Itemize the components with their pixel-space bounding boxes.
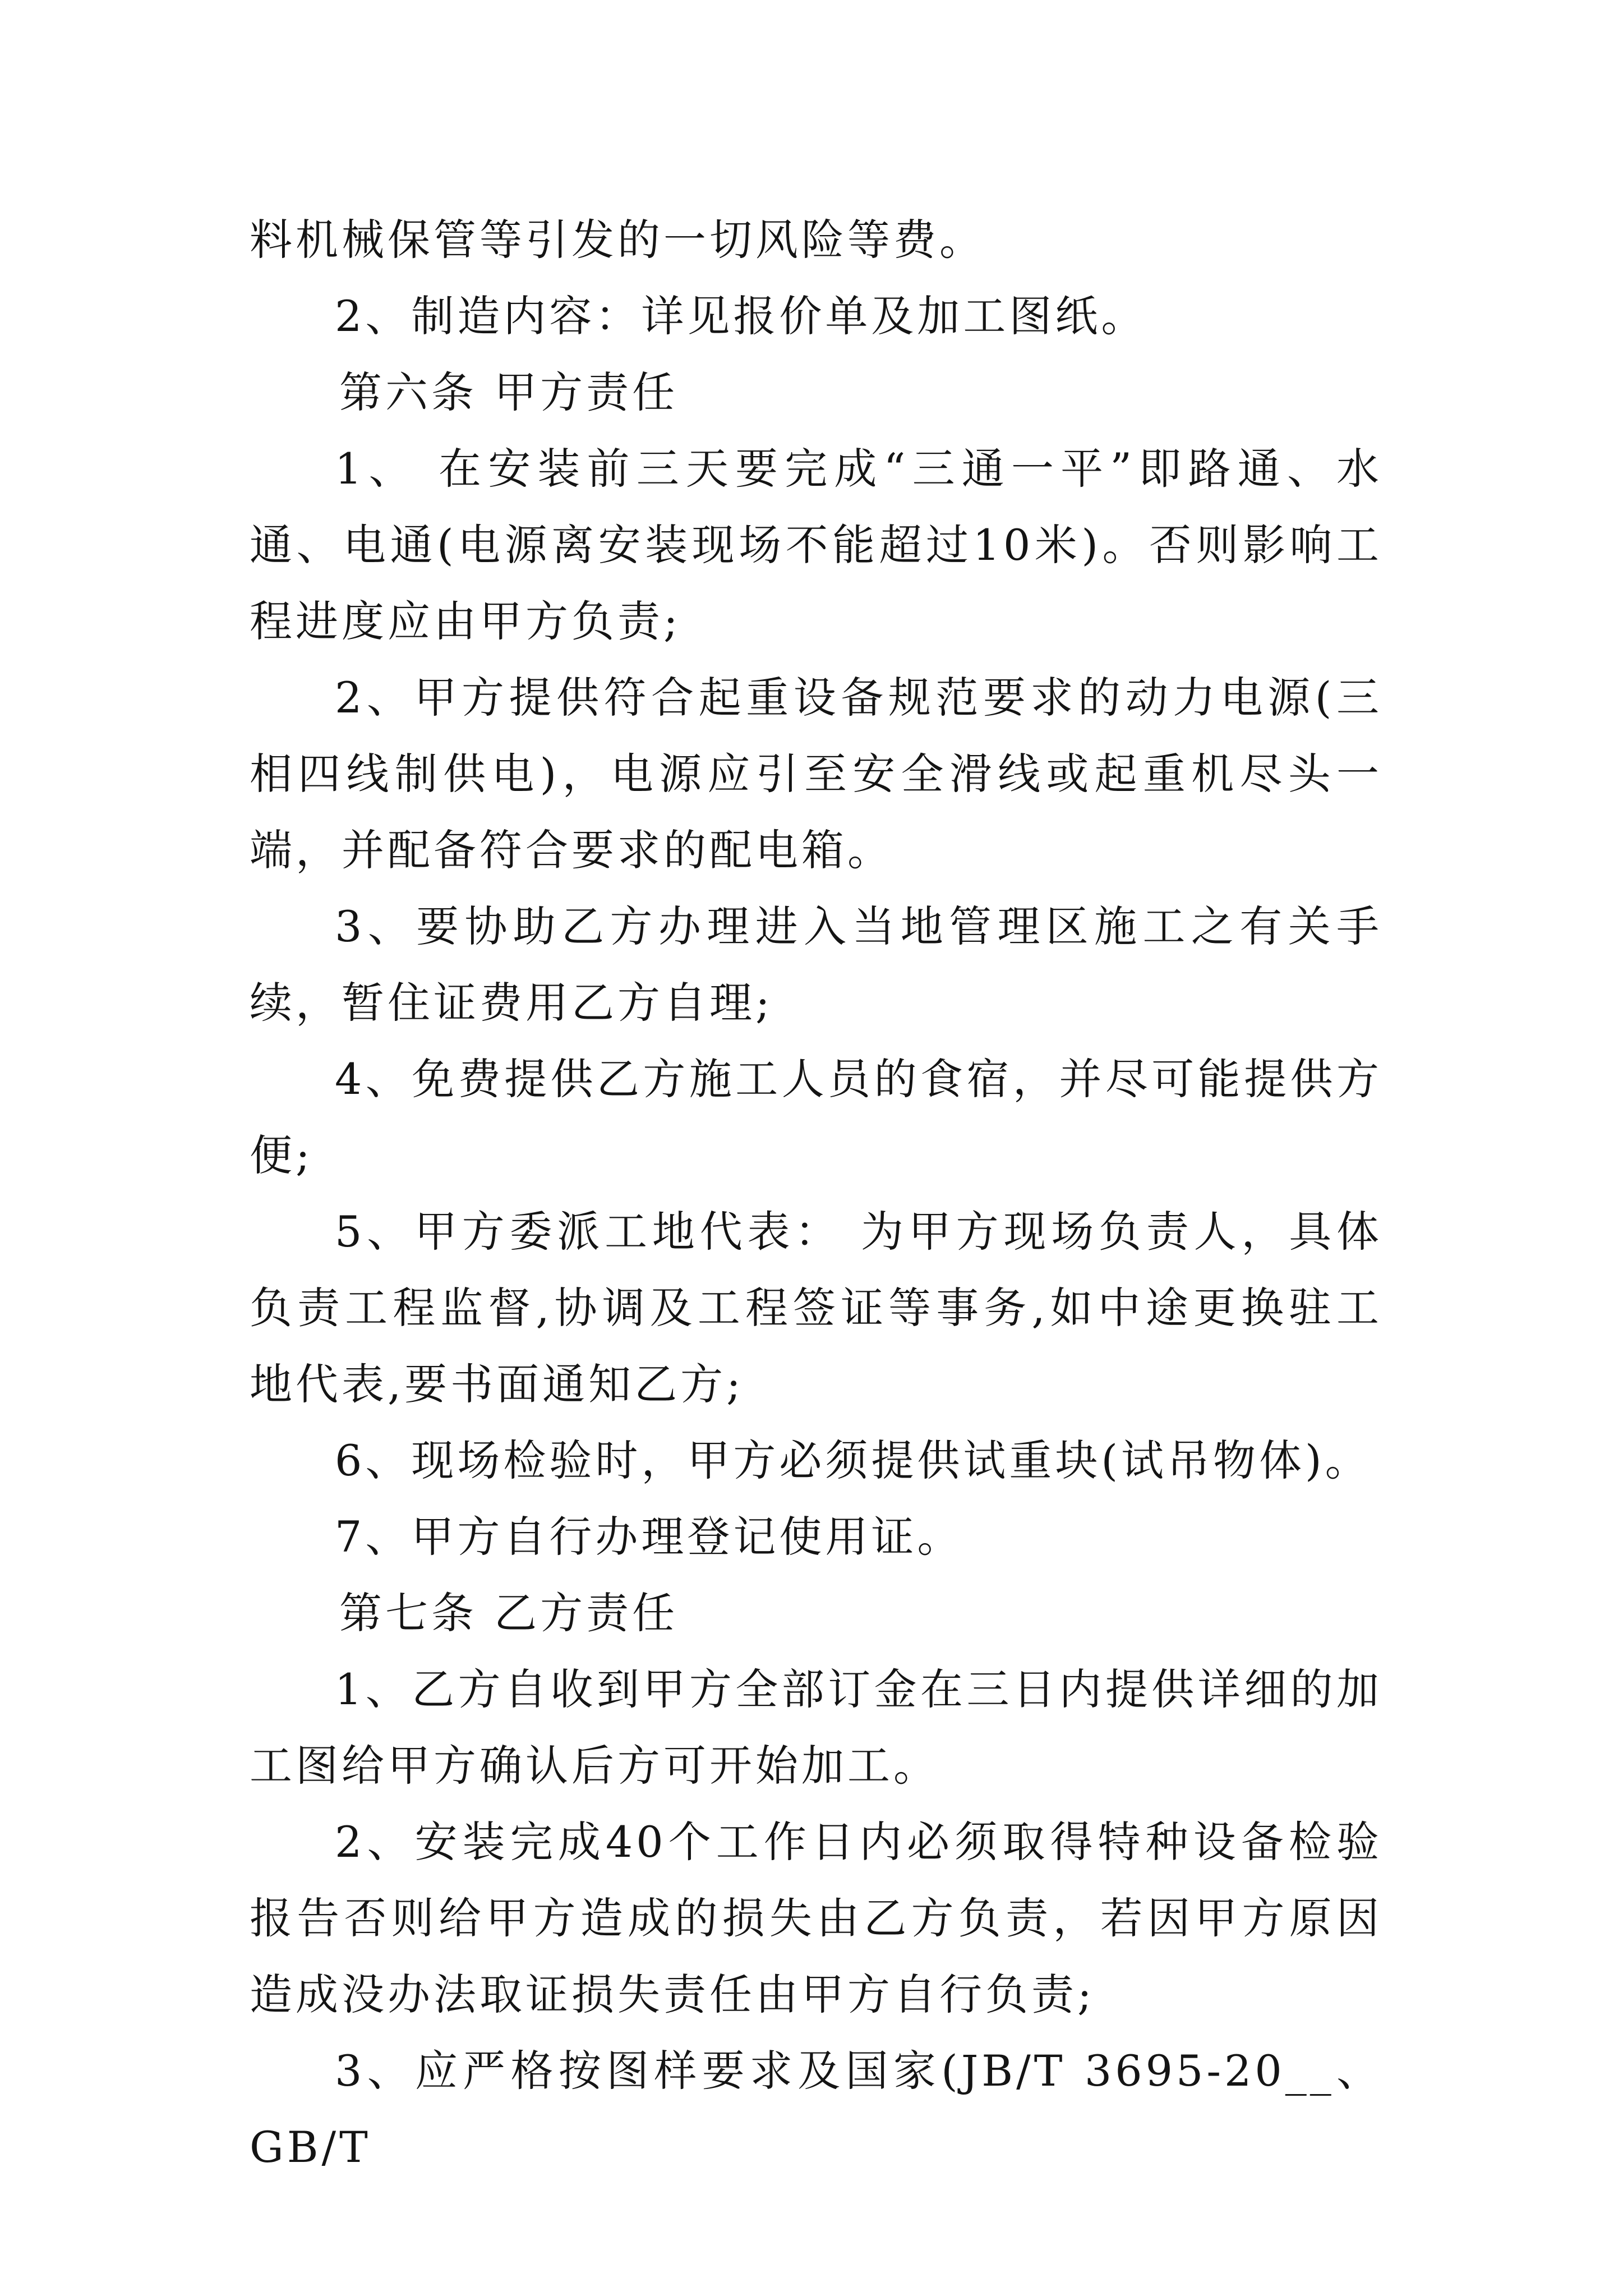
- party-a-item-1: 1、 在安装前三天要完成“三通一平”即路通、水通、电通(电源离安装现场不能超过10米)。否则影响工程进度应由甲方负责;: [250, 444, 1382, 646]
- party-b-item-2: 2、安装完成40个工作日内必须取得特种设备检验报告否则给甲方造成的损失由乙方负责，若因甲方原因造成没办法取证损失责任由甲方自行负责;: [250, 1817, 1382, 2019]
- paragraph-continuation: 料机械保管等引发的一切风险等费。: [250, 215, 985, 265]
- party-a-item-3: 3、要协助乙方办理进入当地管理区施工之有关手续，暂住证费用乙方自理;: [250, 901, 1382, 1028]
- party-a-item-4: 4、免费提供乙方施工人员的食宿，并尽可能提供方便;: [250, 1054, 1382, 1180]
- article-six-heading: 第六条 甲方责任: [339, 367, 679, 417]
- document-body: [250, 202, 1382, 2185]
- party-a-item-7: 7、甲方自行办理登记使用证。: [335, 1512, 963, 1562]
- party-a-item-5: 5、甲方委派工地代表： 为甲方现场负责人，具体负责工程监督,协调及工程签证等事务,如中途更换驻工地代表,要书面通知乙方;: [250, 1207, 1382, 1409]
- article-seven-heading: 第七条 乙方责任: [339, 1588, 679, 1638]
- party-b-item-1: 1、乙方自收到甲方全部订金在三日内提供详细的加工图给甲方确认后方可开始加工。: [250, 1664, 1382, 1791]
- party-b-item-3: 3、应严格按图样要求及国家(JB/T 3695-20__、GB/T: [250, 2046, 1382, 2172]
- party-a-item-6: 6、现场检验时，甲方必须提供试重块(试吊物体)。: [335, 1435, 1371, 1485]
- paragraph-manufacturing-content: 2、制造内容：详见报价单及加工图纸。: [335, 291, 1147, 341]
- party-a-item-2: 2、甲方提供符合起重设备规范要求的动力电源(三相四线制供电)，电源应引至安全滑线或起重机尽头一端，并配备符合要求的配电箱。: [250, 673, 1382, 875]
